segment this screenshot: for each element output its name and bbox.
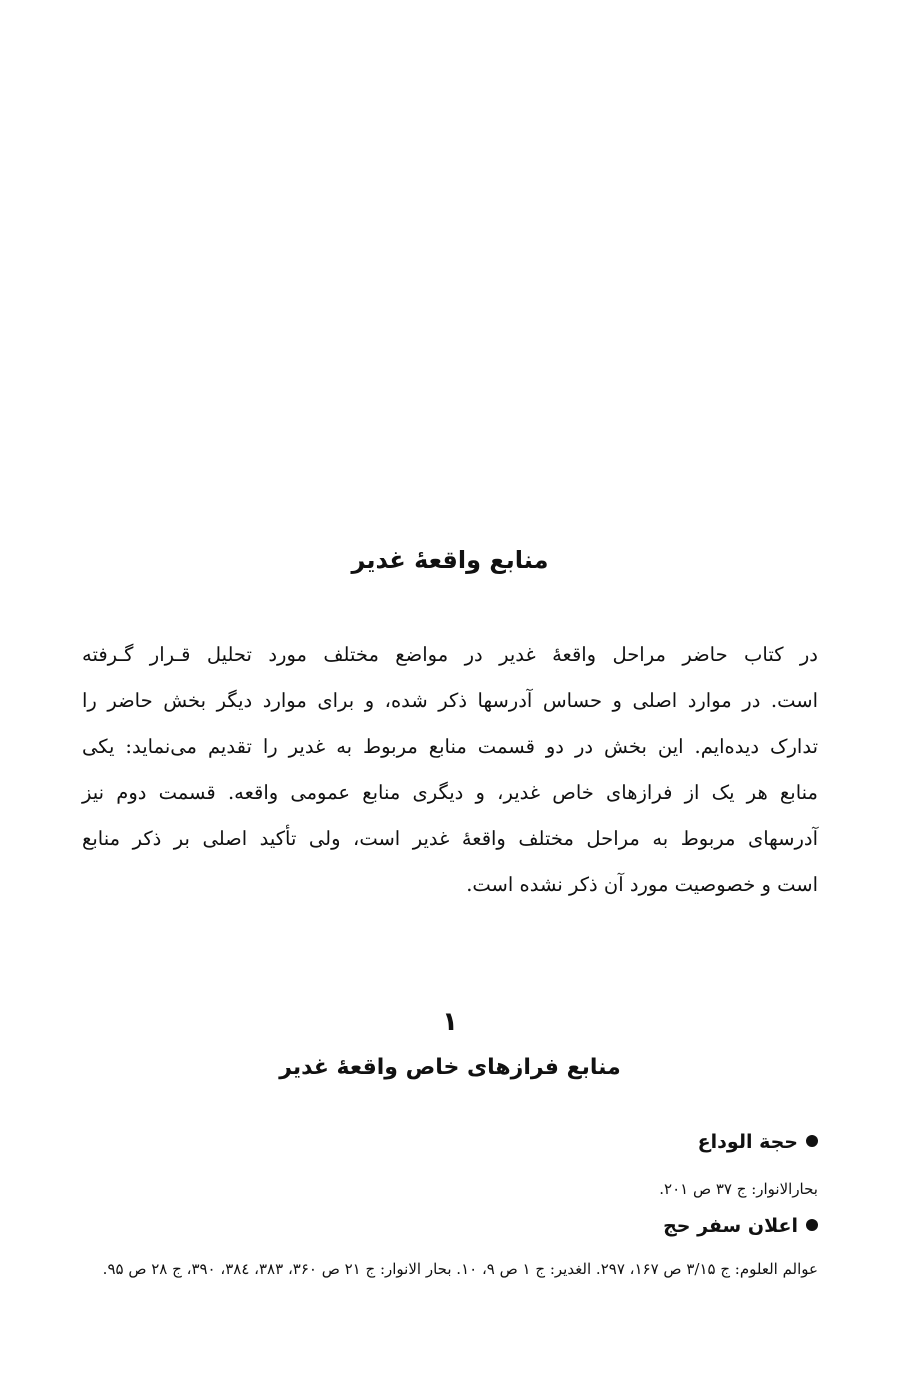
- section-number: ۱: [442, 1007, 458, 1037]
- entry-heading-text: اعلان سفر حج: [663, 1215, 798, 1237]
- entry-heading-text: حجة الوداع: [697, 1131, 798, 1153]
- intro-line: در کتاب حاضر مراحل واقعۀ غدیر در مواضع مختلف مورد تحلیل قـرار گـرفته: [82, 643, 818, 666]
- entry-reference: بحارالانوار: ج ۳۷ ص ۲۰۱.: [659, 1180, 818, 1198]
- intro-line: است و خصوصیت مورد آن ذکر نشده است.: [466, 873, 818, 896]
- bullet-icon: [806, 1219, 818, 1231]
- entry-heading: [663, 1210, 818, 1242]
- entry-heading: [698, 1126, 818, 1158]
- intro-line: است. در موارد اصلی و حساس آدرسها ذکر شده، و برای موارد دیگر بخش حاضر را: [82, 689, 818, 712]
- intro-line: آدرسهای مربوط به مراحل مختلف واقعۀ غدیر است، ولی تأکید اصلی بر ذکر منابع: [82, 827, 818, 850]
- entry-reference: عوالم العلوم: ج ۳/۱۵ ص ۱۶۷، ۲۹۷. الغدیر: ج ۱ ص ۹، ۱۰. بحار الانوار: ج ۲۱ ص ۳۶۰، ۳۸۳، ۳۸٤، ۳۹۰، ج ۲۸ ص ۹۵.: [102, 1260, 818, 1278]
- intro-line: تدارک دیده‌ایم. این بخش در دو قسمت منابع مربوط به غدیر را تقدیم می‌نماید: یکی: [82, 735, 818, 758]
- bullet-icon: [806, 1135, 818, 1147]
- intro-line: منابع هر یک از فرازهای خاص غدیر، و دیگری منابع عمومی واقعه. قسمت دوم نیز: [82, 781, 818, 804]
- intro-paragraph: [82, 632, 818, 908]
- page-title: منابع واقعۀ غدیر: [351, 546, 549, 574]
- section-title: منابع فرازهای خاص واقعۀ غدیر: [279, 1055, 621, 1080]
